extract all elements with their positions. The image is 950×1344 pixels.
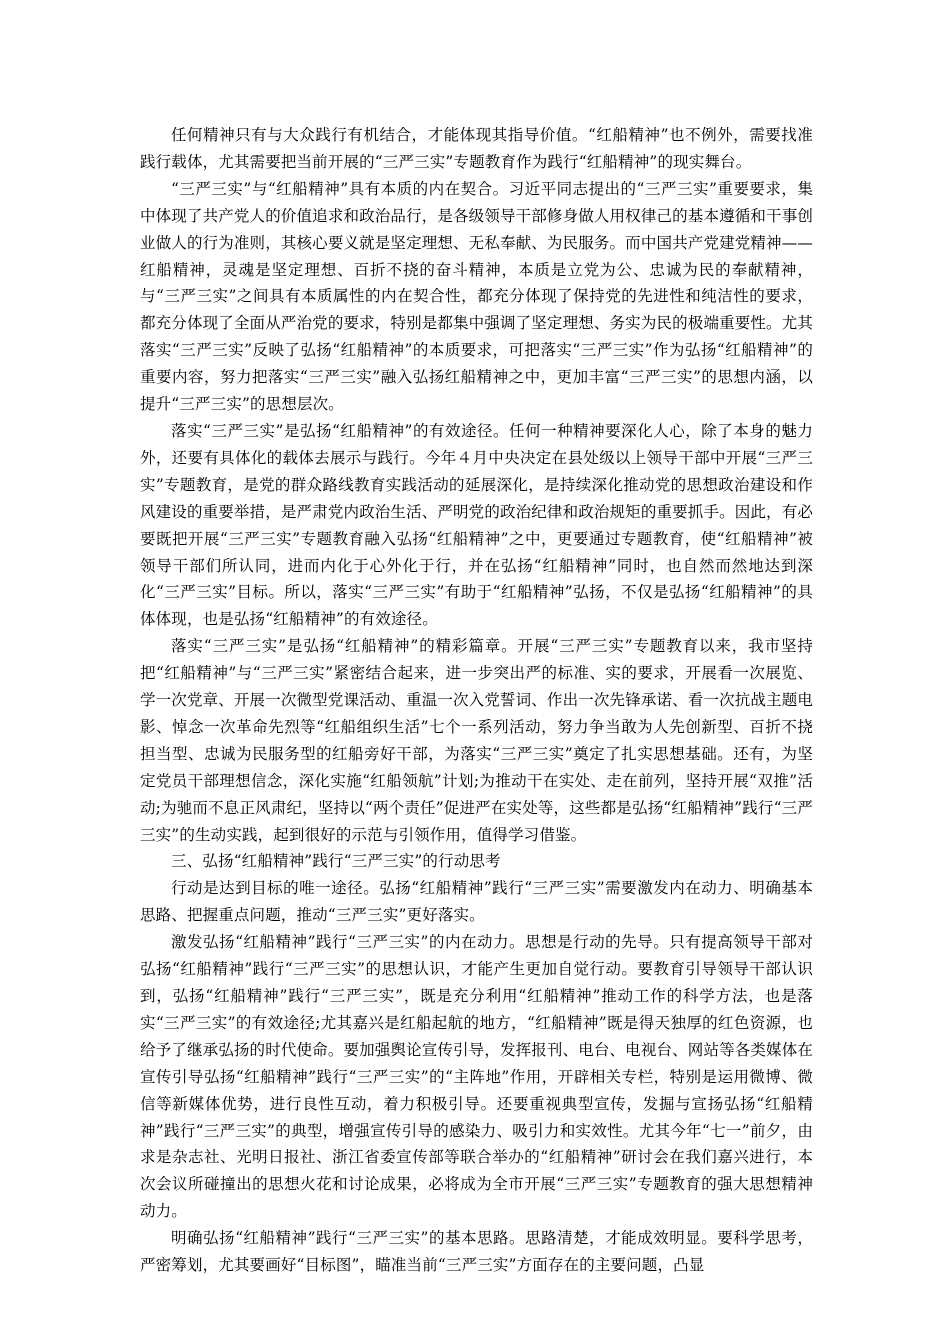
paragraph-intrinsic-fit: “三严三实”与“红船精神”具有本质的内在契合。习近平同志提出的“三严三实”重要要求，集中体现了共产党人的价值追求和政治品行，是各级领导干部修身做人用权律己的基本遵循和干事创业做人的行为准则，其核心要义就是坚定理想、无私奉献、为民服务。而中国共产党建党精神——红船精神，灵魂是坚定理想、百折不挠的奋斗精神，本质是立党为公、忠诚为民的奉献精神，与“三严三实”之间具有本质属性的内在契合性，都充分体现了保持党的先进性和纯洁性的要求，都充分体现了全面从严治党的要求，特别是都集中强调了坚定理想、务实为民的极端重要性。尤其落实“三严三实”反映了弘扬“红船精神”的本质要求，可把落实“三严三实”作为弘扬“红船精神”的重要内容，努力把落实“三严三实”融入弘扬红船精神之中，更加丰富“三严三实”的思想内涵，以提升“三严三实”的思想层次。	[140, 179, 813, 414]
paragraph-practice-intro: 任何精神只有与大众践行有机结合，才能体现其指导价值。“红船精神”也不例外，需要找准践行载体，尤其需要把当前开展的“三严三实”专题教育作为践行“红船精神”的现实舞台。	[140, 126, 813, 171]
paragraph-inner-motivation: 激发弘扬“红船精神”践行“三严三实”的内在动力。思想是行动的先导。只有提高领导干部对弘扬“红船精神”践行“三严三实”的思想认识，才能产生更加自觉行动。要教育引导领导干部认识到，弘扬“红船精神”践行“三严三实”，既是充分利用“红船精神”推动工作的科学方法，也是落实“三严三实”的有效途径;尤其嘉兴是红船起航的地方，“红船精神”既是得天独厚的红色资源，也给予了继承弘扬的时代使命。要加强舆论宣传引导，发挥报刊、电台、电视台、网站等各类媒体在宣传引导弘扬“红船精神”践行“三严三实”的“主阵地”作用，开辟相关专栏，特别是运用微博、微信等新媒体优势，进行良性互动，着力积极引导。还要重视典型宣传，发掘与宣扬弘扬“红船精神”践行“三严三实”的典型，增强宣传引导的感染力、吸引力和实效性。尤其今年“七一”前夕，由求是杂志社、光明日报社、浙江省委宣传部等联合举办的“红船精神”研讨会在我们嘉兴进行，本次会议所碰撞出的思想火花和讨论成果，必将成为全市开展“三严三实”专题教育的强大思想精神动力。	[140, 933, 813, 1221]
paragraph-effective-path: 落实“三严三实”是弘扬“红船精神”的有效途径。任何一种精神要深化人心，除了本身的魅力外，还要有具体化的载体去展示与践行。今年４月中央决定在县处级以上领导干部中开展“三严三实”专题教育，是党的群众路线教育实践活动的延展深化，是持续深化推动党的思想政治建设和作风建设的重要举措，是严肃党内政治生活、严明党的政治纪律和政治规矩的重要抓手。因此，有必要既把开展“三严三实”专题教育融入弘扬“红船精神”之中，更要通过专题教育，使“红船精神”被领导干部们所认同，进而内化于心外化于行，并在弘扬“红船精神”同时，也自然而然地达到深化“三严三实”目标。所以，落实“三严三实”有助于“红船精神”弘扬，不仅是弘扬“红船精神”的具体体现，也是弘扬“红船精神”的有效途径。	[140, 421, 813, 629]
paragraph-action-goal: 行动是达到目标的唯一途径。弘扬“红船精神”践行“三严三实”需要激发内在动力、明确基本思路、把握重点问题，推动“三严三实”更好落实。	[140, 879, 813, 925]
document-page	[140, 122, 813, 1279]
paragraph-basic-approach: 明确弘扬“红船精神”践行“三严三实”的基本思路。思路清楚，才能成效明显。要科学思考，严密筹划，尤其要画好“目标图”，瞄准当前“三严三实”方面存在的主要问题，凸显	[140, 1229, 813, 1275]
paragraph-brilliant-chapter: 落实“三严三实”是弘扬“红船精神”的精彩篇章。开展“三严三实”专题教育以来，我市坚持把“红船精神”与“三严三实”紧密结合起来，进一步突出严的标准、实的要求，开展看一次展览、学一次党章、开展一次微型党课活动、重温一次入党誓词、作出一次先锋承诺、看一次抗战主题电影、悼念一次革命先烈等“红船组织生活”七个一系列活动，努力争当敢为人先创新型、百折不挠担当型、忠诚为民服务型的红船旁好干部，为落实“三严三实”奠定了扎实思想基础。还有，为坚定党员干部理想信念，深化实施“红船领航”计划;为推动干在实处、走在前列，坚持开展“双推”活动;为驰而不息正风肃纪，坚持以“两个责任”促进严在实处等，这些都是弘扬“红船精神”践行“三严三实”的生动实践，起到很好的示范与引领作用，值得学习借鉴。	[140, 637, 813, 844]
section-heading-action-thoughts: 三、弘扬“红船精神”践行“三严三实”的行动思考	[171, 852, 501, 871]
